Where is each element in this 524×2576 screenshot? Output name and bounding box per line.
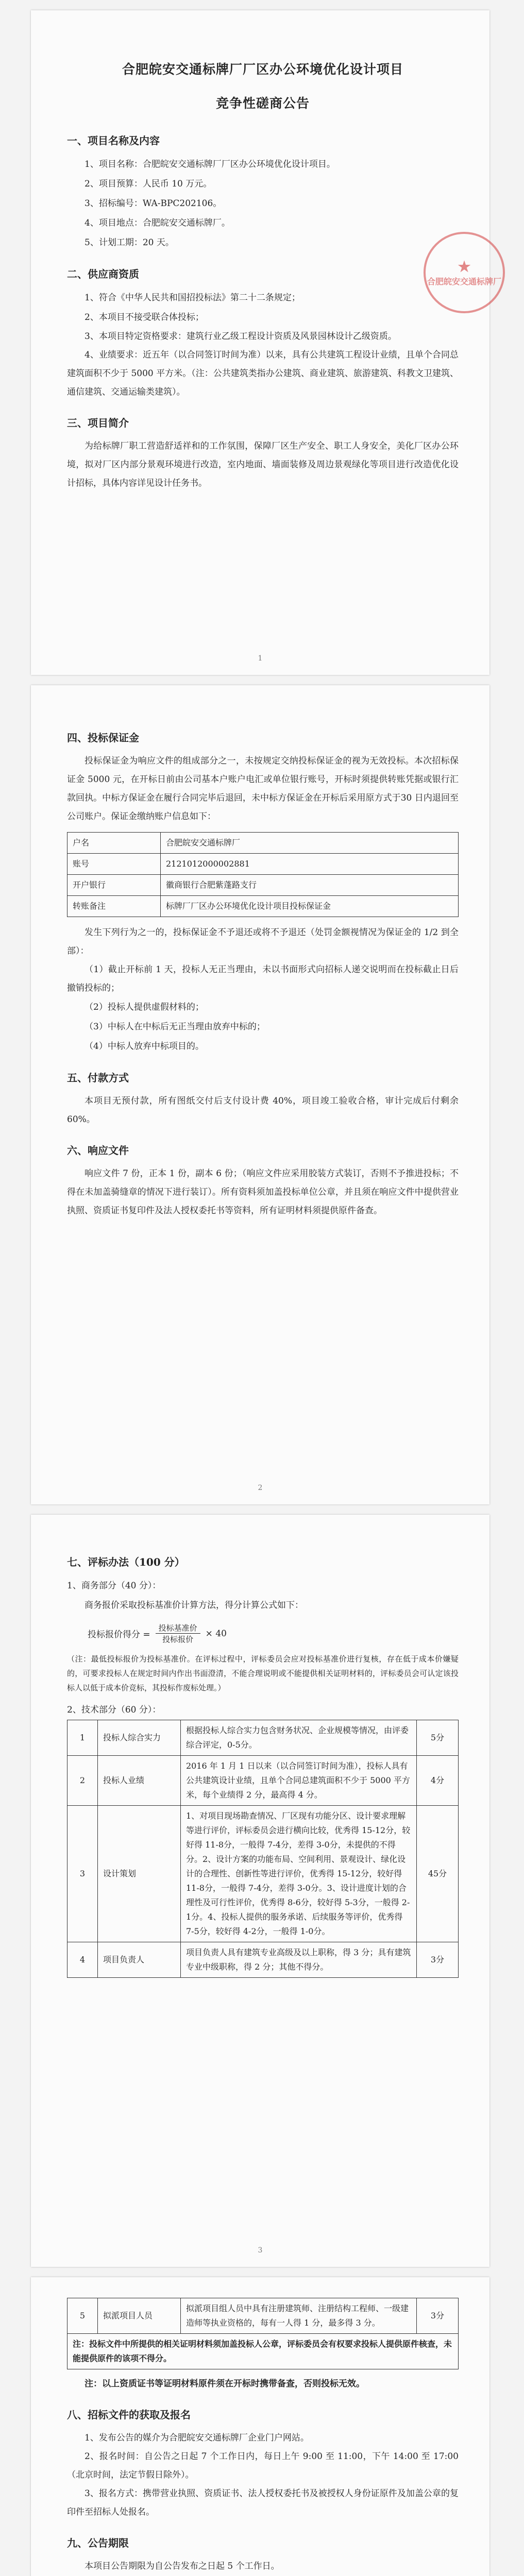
table-row: 注：投标文件中所提供的相关证明材料须加盖投标人公章，评标委员会有权要求投标人提供原件核查，未能提供原件的该项不得分。 — [67, 2334, 459, 2369]
section-heading: 二、供应商资质 — [67, 268, 139, 280]
paragraph: 发生下列行为之一的，投标保证金不予退还或将不予退还（处罚金额视情况为保证金的 1/2 到全部）： — [67, 927, 459, 956]
bold-note: 注：以上资质证书等证明材料原件须在开标时携带备查，否则投标无效。 — [84, 2379, 365, 2389]
list-item: 1、符合《中华人民共和国招投标法》第二十二条规定； — [84, 293, 300, 303]
score-table-continued — [67, 2298, 459, 2369]
list-item: （4）中标人放弃中标项目的。 — [84, 1041, 204, 1052]
table-row: 户名 合肥皖安交通标牌厂 — [67, 833, 459, 854]
list-item: 3、本项目特定资格要求：建筑行业乙级工程设计资质及风景园林设计乙级资质。 — [84, 331, 397, 342]
list-item: 5、计划工期：20 天。 — [84, 238, 174, 248]
list-item: 3、报名方式：携带营业执照、资质证书、法人授权委托书及被授权人身份证原件及加盖公章的复印件至招标人处报名。 — [67, 2488, 459, 2517]
paragraph: 本项目公告期限为自公告发布之日起 5 个工作日。 — [84, 2561, 280, 2571]
page-2 — [31, 685, 489, 1504]
table-row: 转账备注 标牌厂厂区办公环境优化设计项目投标保证金 — [67, 896, 459, 917]
page-1 — [31, 10, 501, 675]
list-item: 2、报名时间：自公告之日起 7 个工作日内，每日上午 9:00 至 11:00，下午 14:00 至 17:00（北京时间，法定节假日除外）。 — [67, 2451, 459, 2480]
doc-title: 合肥皖安交通标牌厂厂区办公环境优化设计项目 — [122, 62, 403, 77]
list-item: 2、本项目不接受联合体投标； — [84, 312, 204, 323]
table-row: 5 拟派项目人员 拟派项目组人员中具有注册建筑师、注册结构工程师、一级建造师等执业资格的，每有一人得 1 分，最多得 3 分。 3分 — [67, 2298, 459, 2334]
section-heading: 五、付款方式 — [67, 1072, 129, 1084]
list-item: （3）中标人在中标后无正当理由放弃中标的； — [84, 1022, 265, 1032]
score-formula: 投标报价得分 = $\frac{\text{投标基准价}}{\text{投标报价}}$ × 40 — [88, 1623, 227, 1644]
account-table — [67, 832, 459, 917]
page-4 — [31, 2277, 489, 2576]
company-seal: ★ 合肥皖安交通标牌厂 — [424, 232, 505, 313]
list-item: 4、项目地点：合肥皖安交通标牌厂。 — [84, 218, 230, 228]
section-heading: 四、投标保证金 — [67, 732, 139, 744]
paragraph: 响应文件 7 份，正本 1 份，副本 6 份；（响应文件应采用胶装方式装订，否则不予推进投标；不得在未加盖骑缝章的情况下进行装订）。所有资料须加盖投标单位公章，并且须在响应文件中提供营业执照、资质证书复印件及法人授权委托书等资料，所有证明材料须提供原件备查。 — [67, 1168, 459, 1216]
table-row: 开户银行 徽商银行合肥紫蓬路支行 — [67, 875, 459, 896]
page-3 — [31, 1515, 489, 2267]
table-row: 账号 2121012000002881 — [67, 854, 459, 875]
list-item: 4、业绩要求：近五年（以合同签订时间为准）以来，具有公共建筑工程设计业绩，且单个合同总建筑面积不少于 5000 平方米。（注：公共建筑类指办公建筑、商业建筑、旅游建筑、科教文卫建筑、通信建筑、交通运输类建筑）。 — [67, 350, 459, 397]
subsection-heading: 2、技术部分（60 分）： — [67, 1705, 161, 1715]
list-item: （2）投标人提供虚假材料的； — [84, 1002, 204, 1012]
page-number: 2 — [258, 1484, 263, 1492]
page-number: 1 — [258, 654, 263, 663]
subsection-heading: 1、商务部分（40 分）： — [67, 1581, 161, 1591]
list-item: 1、发布公告的媒介为合肥皖安交通标牌厂企业门户网站。 — [84, 2433, 309, 2443]
paragraph: 投标保证金为响应文件的组成部分之一，未按规定交纳投标保证金的视为无效投标。本次招标保证金 5000 元，在开标日前由公司基本户账户电汇或单位银行账号，开标时须提供转账凭据或银行汇款回执。中标方保证金在履行合同完毕后退回，未中标方保证金在开标后采用原方式于30 日内退回至公司账户。保证金缴纳账户信息如下： — [67, 756, 459, 822]
doc-subtitle: 竞争性磋商公告 — [215, 96, 310, 111]
section-heading: 一、项目名称及内容 — [67, 134, 160, 147]
list-item: 1、项目名称：合肥皖安交通标牌厂厂区办公环境优化设计项目。 — [84, 159, 335, 170]
section-heading: 六、响应文件 — [67, 1144, 129, 1157]
section-heading: 七、评标办法（100 分） — [67, 1556, 185, 1568]
section-heading: 三、项目简介 — [67, 417, 129, 429]
note: （注：最低投标报价为投标基准价。在评标过程中，评标委员会应对投标基准价进行复核，存在低于成本价嫌疑的，可要求投标人在规定时间内作出书面澄清，不能合理说明或不能提供相关证明材料的，评标委员会可认定该投标人以低于成本价竞标，其投标作废标处理。） — [67, 1654, 459, 1692]
list-item: 3、招标编号：WA-BPC202106。 — [84, 198, 222, 209]
paragraph: 商务报价采取投标基准价计算方法，得分计算公式如下： — [84, 1600, 303, 1611]
list-item: （1）截止开标前 1 天，投标人无正当理由，未以书面形式向招标人递交说明而在投标截止日后撤销投标的； — [67, 964, 459, 993]
table-row: 4 项目负责人 项目负责人具有建筑专业高级及以上职称，得 3 分；具有建筑专业中级职称，得 2 分；其他不得分。 3分 — [67, 1942, 459, 1978]
table-row: 3 设计策划 1、对项目现场勘查情况、厂区现有功能分区、设计要求理解等进行评价，评标委员会进行横向比较，优秀得 15-12分，较好得 11-8分，一般得 7-4分，差得 3-0分，未提供的不得分。2、设计方案的功能布局、空间利用、景观设计、绿化设计的合理性、创新性等进行评价，优秀得 15-12分，较好得 11-8分，一般得 7-4分，差得 3-0分。3、设计进度计划的合理性及可行性评价，优秀得 8-6分，较好得 5-3分，一般得 2-1分。4、投标人提供的服务承诺、后续服务等评价，优秀得 7-5分，较好得 4-2分，一般得 1-0分。 45分 — [67, 1806, 459, 1942]
table-row: 2 投标人业绩 2016 年 1 月 1 日以来（以合同签订时间为准），投标人具有公共建筑设计业绩，且单个合同总建筑面积不少于 5000 平方米，每个业绩得 2 分，最高得 4 分。 4分 — [67, 1756, 459, 1806]
section-heading: 八、招标文件的获取及报名 — [67, 2409, 191, 2421]
table-row: 1 投标人综合实力 根据投标人综合实力包含财务状况、企业规模等情况，由评委综合评定，0-5分。 5分 — [67, 1720, 459, 1756]
score-table — [67, 1720, 459, 1978]
section-heading: 九、公告期限 — [67, 2537, 129, 2549]
paragraph: 本项目无预付款，所有图纸交付后支付设计费 40%，项目竣工验收合格，审计完成后付剩余 60%。 — [67, 1096, 459, 1125]
page-number: 3 — [258, 2246, 263, 2255]
list-item: 2、项目预算：人民币 10 万元。 — [84, 179, 212, 189]
paragraph: 为给标牌厂职工营造舒适祥和的工作氛围，保障厂区生产安全、职工人身安全，美化厂区办公环境，拟对厂区内部分景观环境进行改造，室内地面、墙面装修及周边景观绿化等项目进行改造优化设计招标，具体内容详见设计任务书。 — [67, 441, 459, 488]
